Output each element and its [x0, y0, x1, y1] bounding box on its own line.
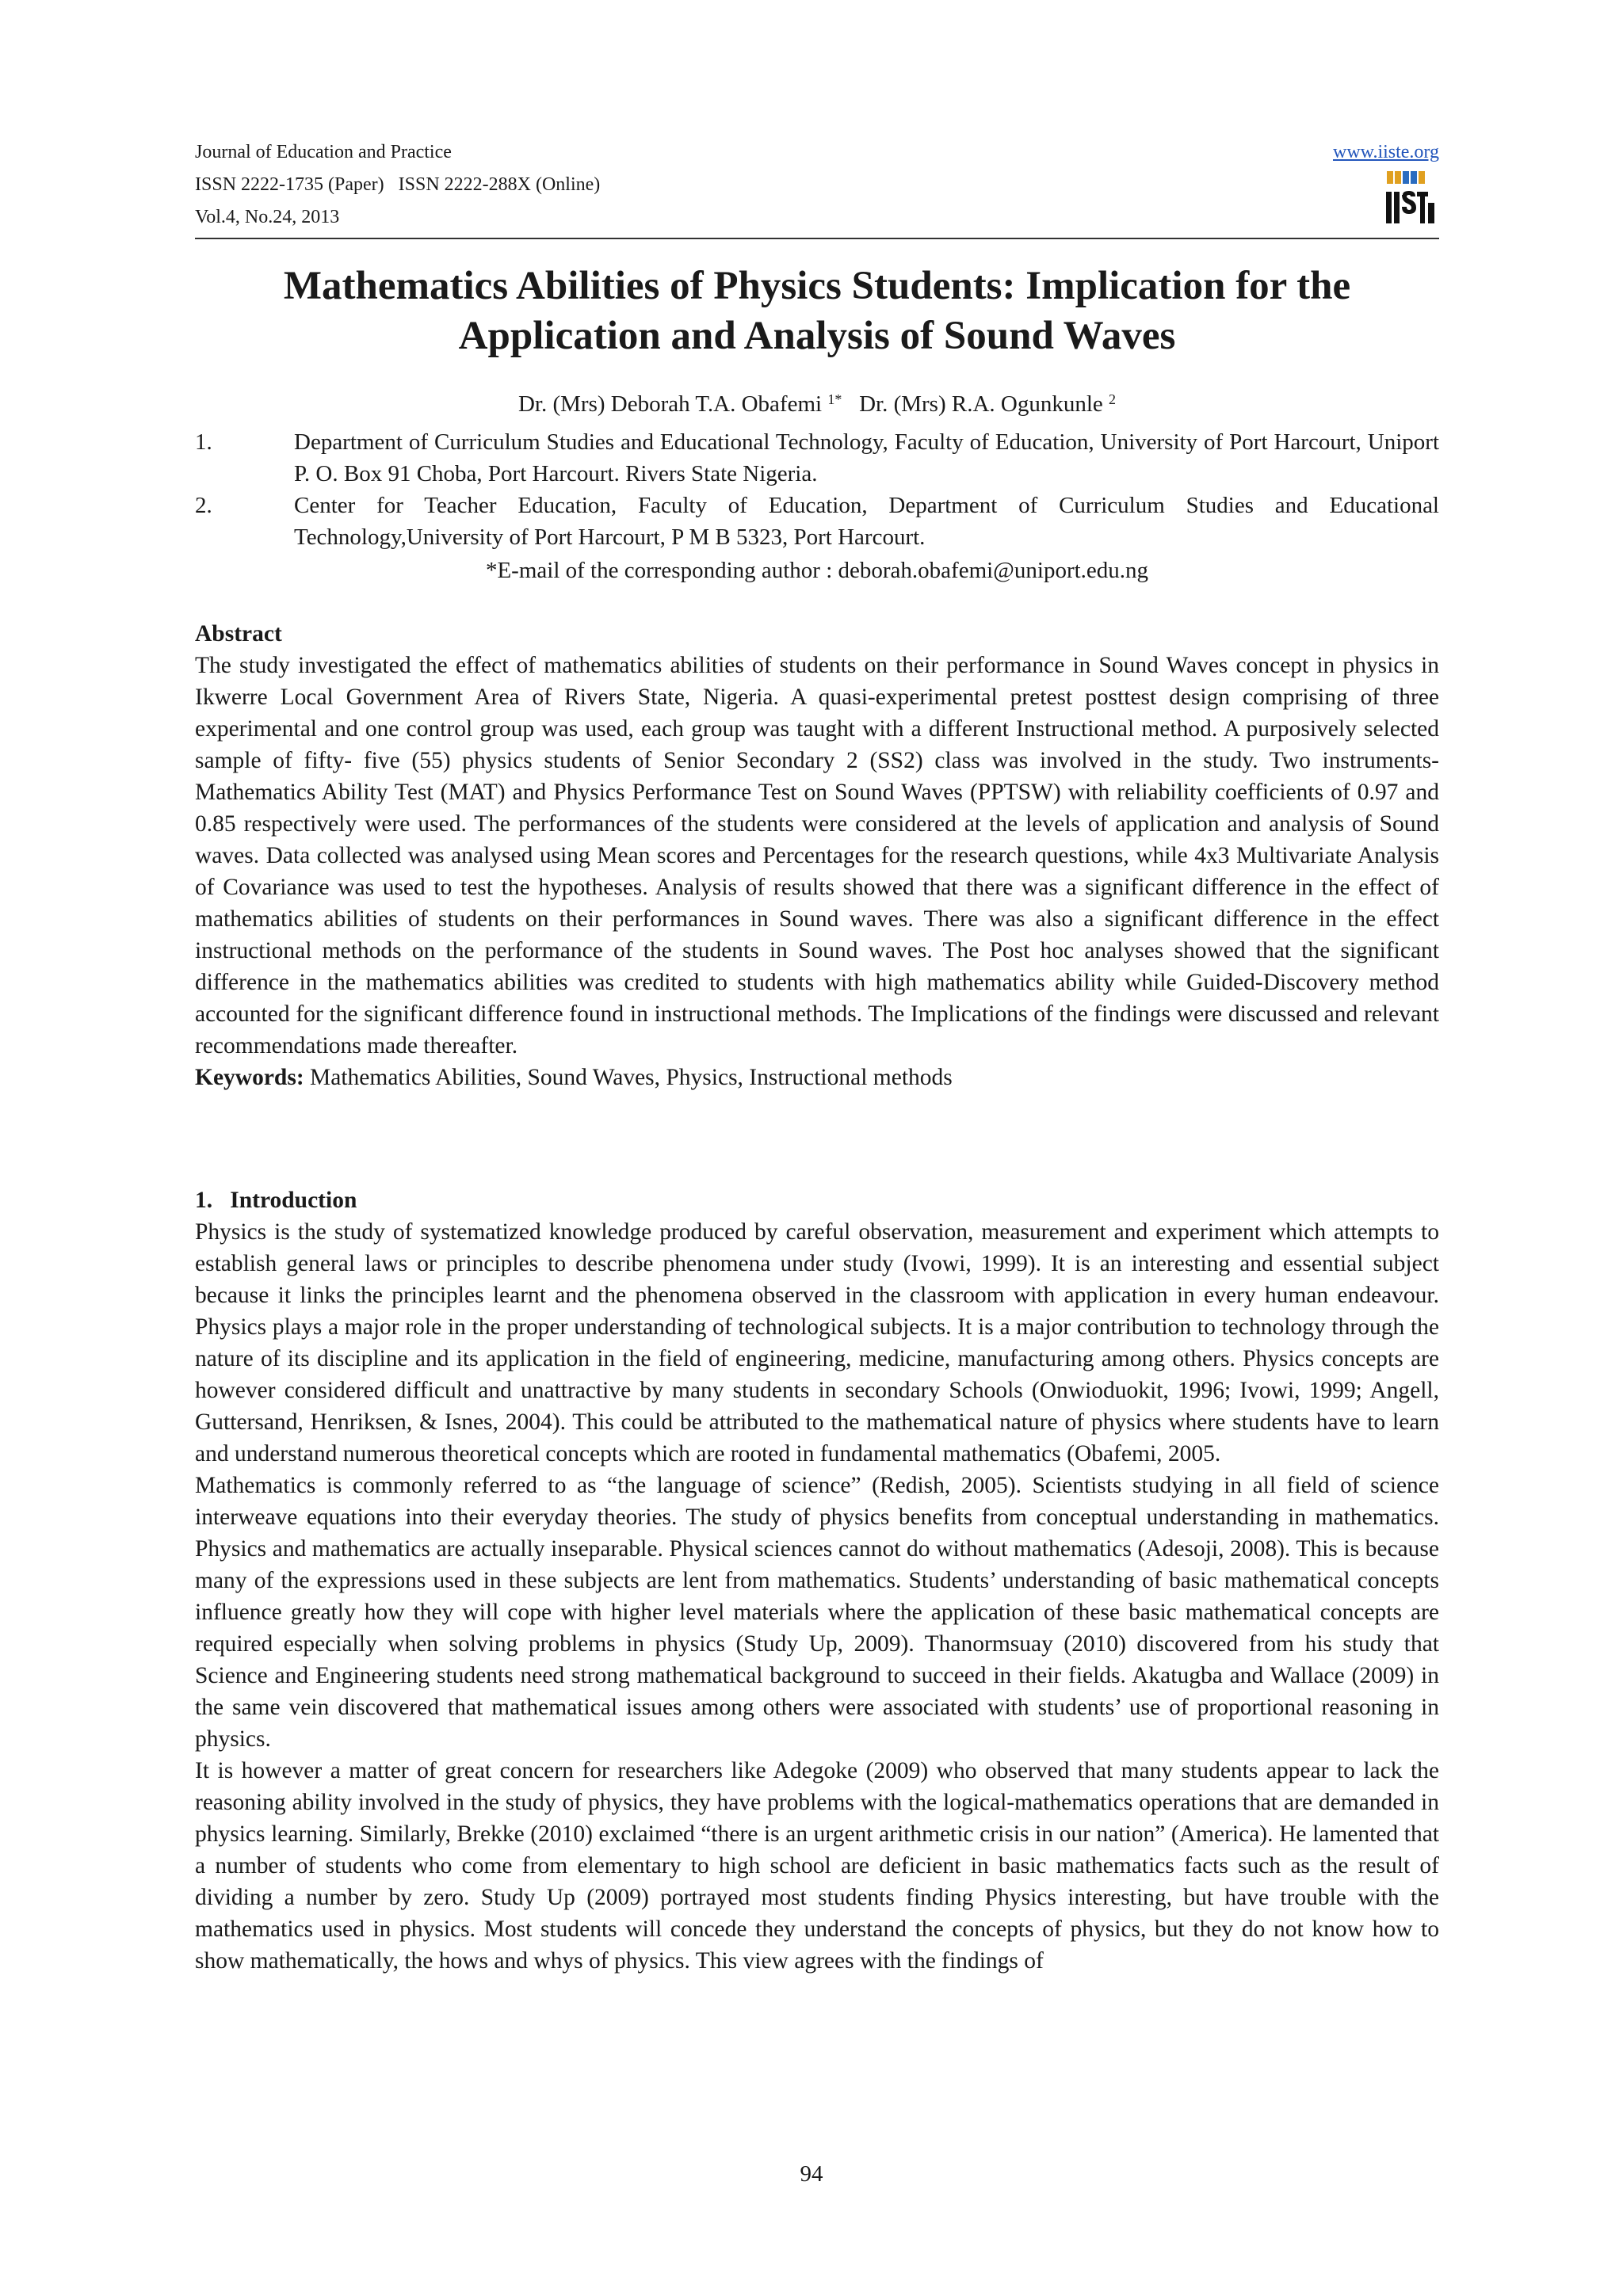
paragraph: Mathematics is commonly referred to as “the language of science” (Redish, 2005). Scientists studying in all field of science interweave equations into their everyday theories. The study of physics benefits from conceptual understanding in mathematics. Physics and mathematics are actually inseparable. Physical sciences cannot do without mathematics (Adesoji, 2008). This is because many of the expressions used in these subjects are lent from mathematics. Students’ understanding of basic mathematical concepts influence greatly how they will cope with higher level materials where the application of these basic mathematical concepts are required especially when solving problems in physics (Study Up, 2009). Thanormsuay (2010) discovered from his study that Science and Engineering students need strong mathematical background to succeed in their fields. Akatugba and Wallace (2009) in the same vein discovered that mathematical issues among others were associated with students’ use of proportional reasoning in physics.: [195, 1473, 1439, 1752]
journal-link-block: [1333, 136, 1439, 169]
author-line: [195, 388, 1439, 420]
affiliation-1: [195, 426, 1439, 490]
abstract-text: The study investigated the effect of mathematics abilities of students on their performance in Sound Waves concept in physics in Ikwerre Local Government Area of Rivers State, Nigeria. A quasi-experimental pretest posttest design comprising of three experimental and one control group was used, each group was taught with a different Instructional method. A purposively selected sample of fifty- five (55) physics students of Senior Secondary 2 (SS2) class was involved in the study. Two instruments- Mathematics Ability Test (MAT) and Physics Performance Test on Sound Waves (PPTSW) with reliability coefficients of 0.97 and 0.85 respectively were used. The performances of the students were considered at the levels of application and analysis of Sound waves. Data collected was analysed using Mean scores and Percentages for the research questions, while 4x3 Multivariate Analysis of Covariance was used to test the hypotheses. Analysis of results showed that there was a significant difference in the effect of mathematics abilities of students on their performances in Sound waves. There was also a significant difference in the effect instructional methods on the performance of the students in Sound waves. The Post hoc analyses showed that the significant difference in the mathematics abilities was credited to students with high mathematics ability while Guided-Discovery method accounted for the significant difference found in instructional methods. The Implications of the findings were discussed and relevant recommendations made thereafter.: [195, 653, 1439, 1058]
paragraph: Physics is the study of systematized knowledge produced by careful observation, measurement and experiment which attempts to establish general laws or principles to describe phenomena under study (Ivowi, 1999). It is an interesting and essential subject because it links the principles learnt and the phenomena observed in the classroom with application in every human endeavour. Physics plays a major role in the proper understanding of technological subjects. It is a major contribution to technology through the nature of its discipline and its application in the field of engineering, medicine, manufacturing among others. Physics concepts are however considered difficult and unattractive by many students in secondary Schools (Onwioduokit, 1996; Ivowi, 1999; Angell, Guttersand, Henriksen, & Isnes, 2004). This could be attributed to the mathematical nature of physics where students have to learn and understand numerous theoretical concepts which are rooted in fundamental mathematics (Obafemi, 2005.: [195, 1219, 1439, 1466]
paper-title: Mathematics Abilities of Physics Students: Implication for the Application and Analysis of Sound Waves: [283, 264, 1351, 358]
keywords-line: [195, 1062, 1439, 1093]
corresponding-email: *E-mail of the corresponding author : deborah.obafemi@uniport.edu.ng: [485, 558, 1149, 583]
author-1: Dr. (Mrs) Deborah T.A. Obafemi: [517, 391, 823, 417]
keywords-label: Keywords:: [195, 1065, 304, 1090]
author-2: Dr. (Mrs) R.A. Ogunkunle: [859, 391, 1103, 417]
affiliation-number: 1.: [195, 429, 212, 455]
affiliation-number: 2.: [195, 493, 212, 518]
affiliation-2: [195, 490, 1439, 553]
introduction-section: [195, 1184, 1439, 1977]
abstract-section: [195, 618, 1439, 1093]
affiliation-text: Department of Curriculum Studies and Educational Technology, Faculty of Education, University of Port Harcourt, Uniport P. O. Box 91 Choba, Port Harcourt. Rivers State Nigeria.: [294, 429, 1439, 486]
page-number: 94: [800, 2161, 823, 2187]
journal-issn: ISSN 2222-1735 (Paper) ISSN 2222-288X (Online): [195, 174, 601, 195]
header-rule: [195, 238, 1439, 239]
journal-volume: Vol.4, No.24, 2013: [195, 207, 340, 227]
journal-header: [195, 136, 1439, 239]
abstract-heading: Abstract: [195, 621, 282, 646]
keywords-text: Mathematics Abilities, Sound Waves, Physics, Instructional methods: [304, 1065, 953, 1090]
author-2-marker: 2: [1109, 391, 1117, 407]
journal-info: [195, 136, 600, 234]
paragraph: It is however a matter of great concern for researchers like Adegoke (2009) who observed that many students appear to lack the reasoning ability involved in the study of physics, they have problems with the logical-mathematics operations that are demanded in physics learning. Similarly, Brekke (2010) exclaimed “there is an urgent arithmetic crisis in our nation” (America). He lamented that a number of students who come from elementary to high school are deficient in basic mathematics facts such as the result of dividing a number by zero. Study Up (2009) portrayed most students finding Physics interesting, but have trouble with the mathematics used in physics. Most students will concede they understand the concepts of physics, but they do not know how to show mathematically, the hows and whys of physics. This view agrees with the findings of: [195, 1758, 1439, 1974]
iiste-logo-icon: [1384, 171, 1436, 227]
journal-name: Journal of Education and Practice: [195, 142, 452, 162]
affiliation-text: Center for Teacher Education, Faculty of Education, Department of Curriculum Studies and Educational Technology,University of Port Harcourt, P M B 5323, Port Harcourt.: [294, 493, 1439, 550]
author-1-marker: 1*: [827, 391, 842, 407]
introduction-heading: 1. Introduction: [195, 1188, 357, 1213]
journal-url-link[interactable]: www.iiste.org: [1333, 142, 1439, 162]
